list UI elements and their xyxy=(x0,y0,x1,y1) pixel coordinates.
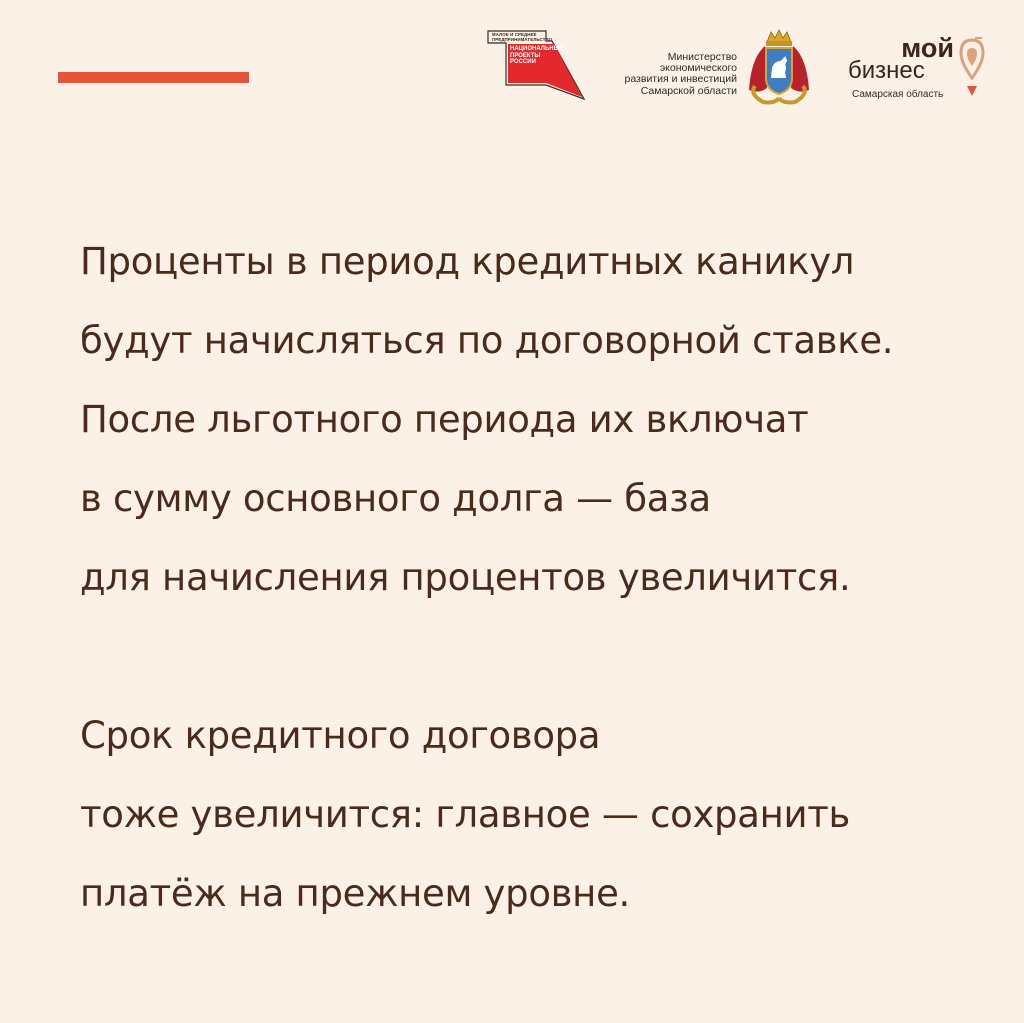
moy-biznes-region: Самарская область xyxy=(852,89,944,100)
main-text xyxy=(80,222,1000,933)
moy-biznes-logo-top: мой xyxy=(901,33,954,63)
location-pin-icon xyxy=(958,36,986,102)
paragraph-gap xyxy=(80,617,1000,696)
paragraph-1-line-5: для начисления процентов увеличится. xyxy=(80,556,851,599)
moy-biznes-logo-bottom: бизнес xyxy=(848,57,925,84)
national-projects-big-text: НАЦИОНАЛЬНЫЕ ПРОЕКТЫ РОССИИ xyxy=(510,46,564,66)
samara-coat-of-arms-icon xyxy=(745,28,813,106)
accent-bar xyxy=(58,72,249,83)
paragraph-2-line-1: Срок кредитного договора xyxy=(80,714,601,757)
paragraph-1-line-4: в сумму основного долга — база xyxy=(80,477,711,520)
ministry-name: Министерство экономического развития и инвестиций Самарской области xyxy=(624,51,737,97)
national-projects-small-text: МАЛОЕ И СРЕДНЕЕ ПРЕДПРИНИМАТЕЛЬСТВО xyxy=(492,32,553,42)
paragraph-2-line-3: платёж на прежнем уровне. xyxy=(80,872,630,915)
paragraph-1-line-2: будут начисляться по договорной ставке. xyxy=(80,319,894,362)
paragraph-1-line-3: После льготного периода их включат xyxy=(80,398,809,441)
paragraph-2-line-2: тоже увеличится: главное — сохранить xyxy=(80,793,851,836)
paragraph-1-line-1: Проценты в период кредитных каникул xyxy=(80,240,855,283)
national-projects-logo xyxy=(486,29,586,101)
